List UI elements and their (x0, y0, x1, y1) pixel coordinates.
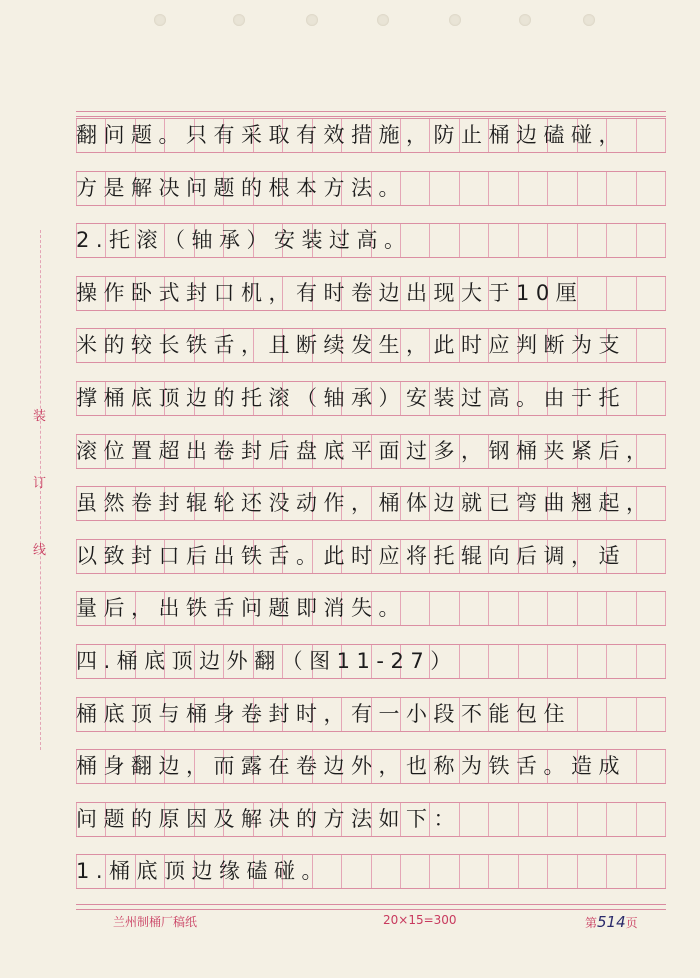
grid-row (76, 539, 666, 574)
grid-cell (401, 855, 430, 888)
grid-row (76, 644, 666, 679)
punch-hole (233, 14, 245, 26)
grid-row (76, 328, 666, 363)
grid-cell (607, 855, 636, 888)
grid-cell (460, 592, 489, 625)
binding-char: 线 (33, 543, 47, 558)
handwritten-line: 翻问题。只有采取有效措施，防止桶边磕碰， (76, 123, 626, 147)
grid-cell (607, 645, 636, 678)
grid-cell (637, 224, 666, 257)
grid-cell (430, 224, 459, 257)
grid-cell (637, 592, 666, 625)
punch-hole (377, 14, 389, 26)
grid-cell (637, 172, 666, 205)
grid-cell (460, 803, 489, 836)
top-border-rule (76, 111, 666, 117)
bottom-border-rule (76, 904, 666, 910)
grid-cell (607, 698, 636, 731)
grid-cell (607, 592, 636, 625)
punch-hole (583, 14, 595, 26)
grid-cell (489, 592, 518, 625)
handwritten-line: 操作卧式封口机，有时卷边出现大于10厘 (76, 280, 584, 305)
grid-cell (460, 172, 489, 205)
grid-cell (489, 172, 518, 205)
handwritten-line: 方是解决问题的根本方法。 (76, 175, 406, 200)
handwritten-line: 以致封口后出铁舌。此时应将托辊向后调，适 (76, 543, 626, 568)
grid-cell (460, 224, 489, 257)
handwritten-line: 虽然卷封辊轮还没动作，桶体边就已弯曲翘起， (76, 491, 654, 516)
grid-cell (578, 803, 607, 836)
grid-cell (548, 645, 577, 678)
grid-row (76, 749, 666, 784)
grid-cell (460, 855, 489, 888)
punch-holes (0, 14, 700, 34)
grid-cell (578, 645, 607, 678)
handwritten-line: 四.桶底顶边外翻（图11-27） (76, 649, 458, 673)
binding-label (33, 405, 49, 606)
grid-row (76, 276, 666, 311)
grid-cell (489, 855, 518, 888)
grid-row (76, 118, 666, 153)
grid-row (76, 486, 666, 521)
grid-cell (519, 645, 548, 678)
handwritten-line: 量后，出铁舌问题即消失。 (76, 596, 406, 621)
grid-cell (430, 855, 459, 888)
grid-cell (607, 803, 636, 836)
grid-cell (607, 172, 636, 205)
grid-row (76, 802, 666, 837)
handwritten-line: 撑桶底顶边的托滚（轴承）安装过高。由于托 (76, 386, 626, 410)
grid-cell (489, 645, 518, 678)
grid-cell (548, 855, 577, 888)
grid-cell (489, 803, 518, 836)
grid-cell (372, 855, 401, 888)
grid-row (76, 434, 666, 469)
grid-row (76, 697, 666, 732)
grid-cell (578, 698, 607, 731)
handwritten-line: 2.托滚（轴承）安装过高。 (76, 228, 412, 253)
handwritten-line: 桶身翻边，而露在卷边外，也称为铁舌。造成 (76, 754, 626, 779)
grid-cell (637, 277, 666, 310)
grid-row (76, 591, 666, 626)
grid-cell (578, 172, 607, 205)
grid-cell (548, 224, 577, 257)
grid-row (76, 171, 666, 206)
handwritten-line: 1.桶底顶边缘磕碰。 (76, 859, 330, 884)
grid-cell (637, 119, 666, 152)
grid-cell (460, 645, 489, 678)
grid-cell (637, 750, 666, 783)
handwritten-line: 米的较长铁舌，且断续发生，此时应判断为支 (76, 333, 626, 358)
grid-cell (637, 698, 666, 731)
grid-cell (578, 855, 607, 888)
grid-cell (548, 172, 577, 205)
page-number: 514 (597, 913, 626, 931)
grid-cell (519, 172, 548, 205)
grid-cell (519, 855, 548, 888)
punch-hole (306, 14, 318, 26)
grid-cell (430, 592, 459, 625)
paper-maker-label: 兰州制桶厂稿纸 (113, 915, 198, 929)
grid-spec-label: 20×15=300 (383, 913, 457, 927)
grid-cell (637, 803, 666, 836)
page-prefix: 第 (585, 916, 598, 930)
grid-row (76, 381, 666, 416)
grid-cell (607, 224, 636, 257)
grid-cell (578, 224, 607, 257)
grid-cell (637, 382, 666, 415)
handwritten-line: 问题的原因及解决的方法如下： (76, 806, 461, 831)
binding-char: 装 (33, 409, 47, 424)
punch-hole (154, 14, 166, 26)
grid-cell (637, 540, 666, 573)
grid-cell (430, 172, 459, 205)
grid-cell (637, 329, 666, 362)
page-number-label (585, 913, 638, 931)
grid-row (76, 223, 666, 258)
punch-hole (449, 14, 461, 26)
handwritten-line: 滚位置超出卷封后盘底平面过多，钢桶夹紧后， (76, 438, 654, 463)
grid-cell (342, 855, 371, 888)
grid-cell (548, 803, 577, 836)
handwritten-line: 桶底顶与桶身卷封时，有一小段不能包住 (76, 701, 571, 726)
grid-cell (489, 224, 518, 257)
grid-row (76, 854, 666, 889)
page-suffix: 页 (625, 916, 638, 930)
grid-cell (578, 592, 607, 625)
grid-cell (637, 855, 666, 888)
grid-cell (519, 224, 548, 257)
binding-char: 订 (33, 476, 47, 491)
punch-hole (519, 14, 531, 26)
grid-cell (548, 592, 577, 625)
grid-cell (519, 592, 548, 625)
grid-cell (607, 277, 636, 310)
grid-cell (519, 803, 548, 836)
grid-cell (637, 645, 666, 678)
